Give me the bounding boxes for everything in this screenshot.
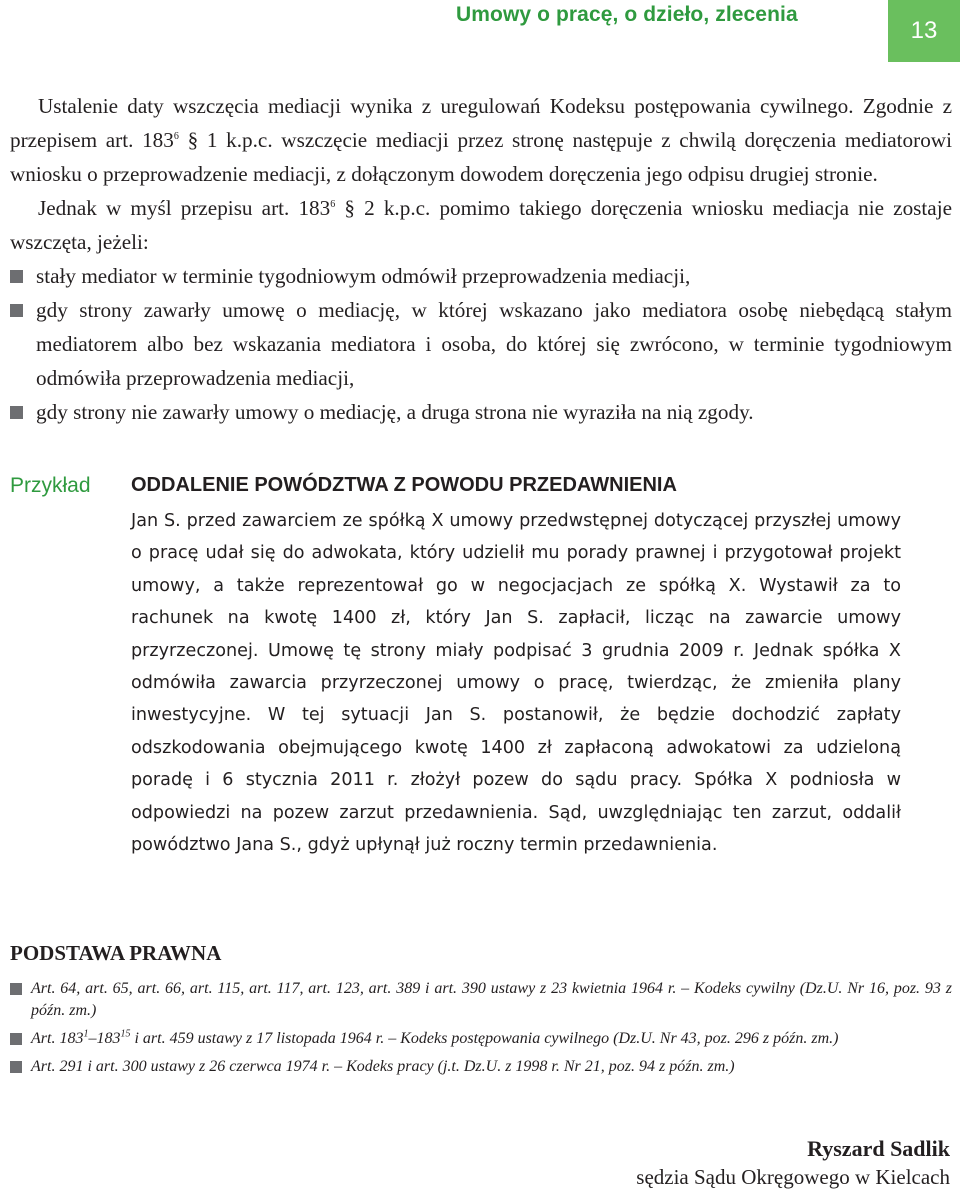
bullet-square-icon: [10, 1061, 22, 1073]
bullet-square-icon: [10, 270, 23, 283]
bullet-square-icon: [10, 983, 22, 995]
main-text: [10, 89, 952, 429]
example-label: Przykład: [10, 474, 91, 497]
legal-basis-item: Art. 64, art. 65, art. 66, art. 115, art. 117, art. 123, art. 389 i art. 390 ustawy z 23 kwietnia 1964 r. – Kodeks cywilny (Dz.U. Nr 16, poz. 93 z późn. zm.): [10, 978, 952, 1022]
example-body: Jan S. przed zawarciem ze spółką X umowy przedwstępnej dotyczącej przyszłej umowy o pracę udał się do adwokata, który udzielił mu porady prawnej i przygotował projekt umowy, a także reprezentował go w negocjacjach ze spółką X. Wystawił za to rachunek na kwotę 1400 zł, który Jan S. zapłacił, licząc na zawarcie umowy przyrzeczonej. Umowę tę strony miały podpisać 3 grudnia 2009 r. Jednak spółka X odmówiła zawarcia przyrzeczonej umowy o pracę, twierdząc, że zmieniła plany inwestycyjne. W tej sytuacji Jan S. postanowił, że będzie dochodzić zapłaty odszkodowania obejmującego kwotę 1400 zł zapłaconą adwokatowi za udzieloną poradę i 6 stycznia 2011 r. złożył pozew do sądu pracy. Spółka X podniosła w odpowiedzi na pozew zarzut przedawnienia. Sąd, uwzględniając ten zarzut, oddalił powództwo Jana S., gdyż upłynął już roczny termin przedawnienia.: [131, 511, 901, 856]
author-title: sędzia Sądu Okręgowego w Kielcach: [636, 1165, 950, 1189]
legal-basis-item: Art. 291 i art. 300 ustawy z 26 czerwca 1974 r. – Kodeks pracy (j.t. Dz.U. z 1998 r. Nr 21, poz. 94 z późn. zm.): [10, 1056, 952, 1078]
paragraph-mediation-start: Ustalenie daty wszczęcia mediacji wynika z uregulowań Kodeksu postępowania cywilnego. Zgodnie z przepisem art. $183^6$ § 1 k.p.c. wszczęcie mediacji przez stronę następuje z chwilą doręczenia mediatorowi wniosku o przeprowadzenie mediacji, z dołączonym dowodem doręczenia jego odpisu drugiej stronie.: [10, 94, 952, 186]
page-number-badge: 13: [888, 0, 960, 62]
example-title: ODDALENIE POWÓDZTWA Z POWODU PRZEDAWNIENIA: [131, 474, 677, 496]
legal-basis-heading: PODSTAWA PRAWNA: [10, 941, 222, 965]
legal-basis-list: [10, 978, 952, 1084]
exceptions-list: [10, 259, 952, 429]
list-item: gdy strony zawarły umowę o mediację, w której wskazano jako mediatora osobę niebędącą stałym mediatorem albo bez wskazania mediatora i osoba, do której się zwrócono, w terminie tygodniowym odmówiła przeprowadzenia mediacji,: [10, 293, 952, 395]
legal-basis-item: Art. $183^1-183^{15}$ i art. 459 ustawy z 17 listopada 1964 r. – Kodeks postępowania cywilnego (Dz.U. Nr 43, poz. 296 z późn. zm.): [10, 1028, 952, 1050]
bullet-square-icon: [10, 304, 23, 317]
bullet-square-icon: [10, 1033, 22, 1045]
paragraph-exceptions: Jednak w myśl przepisu art. $183^6$ § 2 k.p.c. pomimo takiego doręczenia wniosku mediacja nie zostaje wszczęta, jeżeli:: [10, 196, 952, 254]
bullet-square-icon: [10, 406, 23, 419]
list-item: gdy strony nie zawarły umowy o mediację, a druga strona nie wyraziła na nią zgody.: [10, 395, 952, 429]
running-header-title: Umowy o pracę, o dzieło, zlecenia: [456, 3, 798, 26]
author-name: Ryszard Sadlik: [807, 1136, 950, 1161]
list-item: stały mediator w terminie tygodniowym odmówił przeprowadzenia mediacji,: [10, 259, 952, 293]
